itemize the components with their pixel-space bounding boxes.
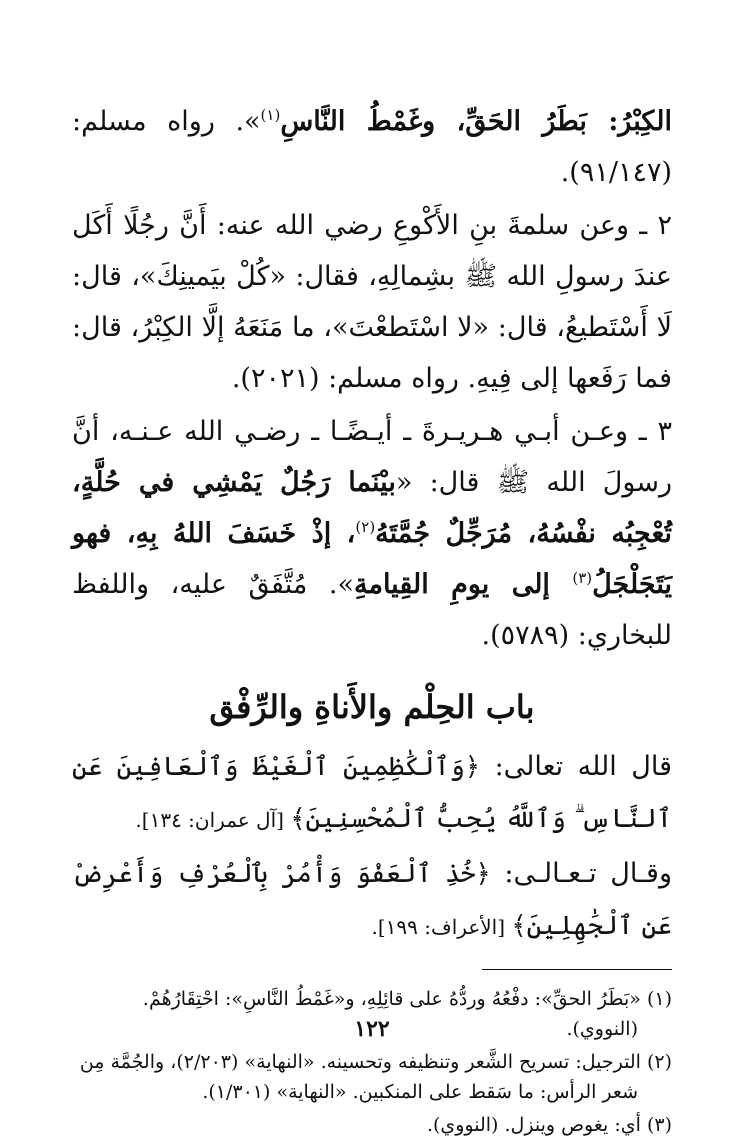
hadith-3-quote-c: إلى يومِ القِيامةِ — [354, 569, 573, 600]
hadith-3-quote-b: ، إذْ خَسَفَ اللهُ بِهِ، فهو يَتَجَلْجَلُ — [72, 518, 673, 600]
verse-1 — [72, 741, 672, 846]
hadith-3-intro: ٣ ـ وعـن أبـي هـريـرةَ ـ أيـضًـا ـ رضـي الله عـنـه، أنَّ رسولَ الله ﷺ قال: « — [72, 416, 672, 498]
footnote-2-line1: (٢) الترجيل: تسريح الشَّعر وتنظيفه وتحسينه. «النهاية» (٢/٢٠٣)، والجُمَّة مِن — [79, 1051, 672, 1073]
footnote-divider — [482, 969, 672, 970]
hadith-3-quote-a: بيْنَما رَجُلٌ يَمْشِي في حُلَّةٍ، تُعْجِبُه نفْسُهُ، مُرَجِّلٌ جُمَّتَهُ — [72, 467, 672, 549]
footnote-1-line1: (١) «بَطَرُ الحقِّ»: دفْعُهُ وردُّهُ على قائِلِهِ، و«غَمْطُ النَّاسِ»: احْتِقَارُهُمْ. — [142, 988, 672, 1010]
verse-2 — [72, 848, 672, 953]
footnote-1-line2: (النووي). — [566, 1018, 638, 1040]
verse-1-intro: قال الله تعالى: — [480, 751, 672, 782]
footnote-ref-1[interactable]: (١) — [260, 106, 281, 124]
verse-2-text: ﴿خُذِ ٱلْعَفْوَ وَأْمُرْ بِٱلْعُرْفِ وَأَعْرِضْ عَنِ ٱلْجَٰهِلِينَ﴾ — [72, 859, 672, 941]
page-number: ١٢٢ — [354, 1016, 390, 1042]
section-heading: باب الحِلْم والأَناةِ والرِّفْق — [209, 688, 535, 726]
hadith-text: الكِبْرُ: بَطَرُ الحَقِّ، وغَمْطُ النَّاسِ — [280, 106, 672, 137]
hadith-3-source: ». مُتَّفَقٌ عليه، واللفظ للبخاري: (٥٧٨٩). — [72, 569, 672, 651]
footnote-2 — [72, 1047, 672, 1107]
footnote-ref-3[interactable]: (٣) — [572, 569, 593, 587]
verse-2-intro: وقـال تـعـالـى: — [490, 858, 672, 889]
verse-1-ref: [آل عمران: ١٣٤]. — [135, 808, 291, 832]
verse-2-ref: [الأعراف: ١٩٩]. — [371, 915, 512, 939]
footnote-3 — [72, 1110, 672, 1140]
footnotes — [72, 984, 672, 1140]
hadith-source: ». رواه مسلم: (٩١/١٤٧). — [72, 106, 672, 188]
paragraph-3 — [72, 406, 672, 661]
footnote-3-line1: (٣) أي: يغوص وينزل. (النووي). — [426, 1114, 672, 1136]
verse-1-text: ﴿وَٱلْكَٰظِمِينَ ٱلْغَيْظَ وَٱلْعَافِينَ عَنِ ٱلنَّاسِ ۗ وَٱللَّهُ يُحِبُّ ٱلْمُحْسِنِينَ﴾ — [72, 752, 672, 834]
footnote-2-line2: شعر الرأس: ما سَقط على المنكبين. «النهاية» (١/٣٠١). — [202, 1081, 638, 1103]
footnote-ref-2[interactable]: (٢) — [355, 518, 376, 536]
paragraph-2 — [72, 200, 672, 404]
paragraph-1 — [72, 96, 672, 198]
hadith-2-text: ٢ ـ وعن سلمةَ بنِ الأَكْوعِ رضي الله عنه: أَنَّ رجُلًا أَكَل عندَ رسولِ الله ﷺ بشِمالِهِ، فقال: «كُلْ بيَمينِكَ»، قال: لَا أَسْتَطيعُ، قال: «لا اسْتَطعْتَ»، ما مَنَعَهُ إلَّا الكِبْرُ، قال: فما رَفَعها إلى فِيهِ. رواه مسلم: (٢٠٢١). — [72, 210, 672, 394]
